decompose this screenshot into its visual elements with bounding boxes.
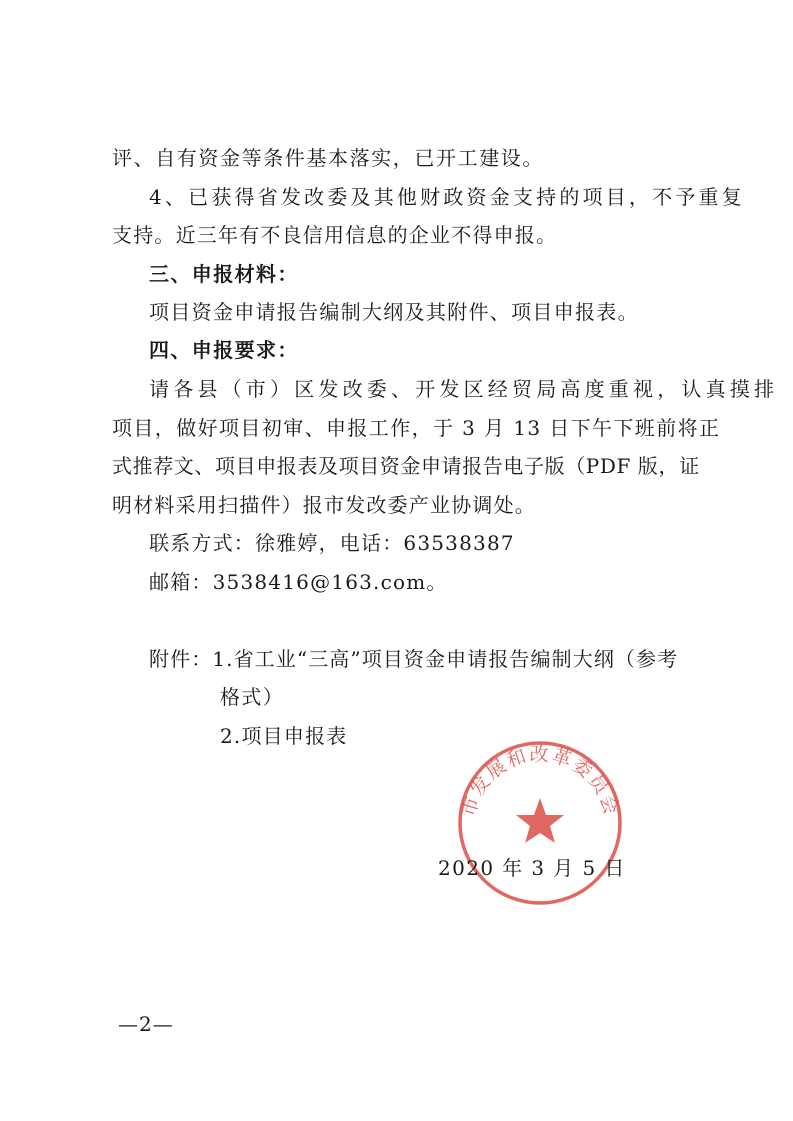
body-line-8: 项目，做好项目初审、申报工作，于 3 月 13 日下午下班前将正	[112, 416, 721, 440]
body-line-3: 支持。近三年有不良信用信息的企业不得申报。	[112, 223, 558, 247]
body-line-10: 明材料采用扫描件）报市发改委产业协调处。	[112, 493, 536, 517]
document-date: 2020 年 3 月 5 日	[438, 856, 626, 880]
attachment-line-1: 附件：1.省工业“三高”项目资金申请报告编制大纲（参考	[149, 647, 679, 671]
section-heading-requirements: 四、申报要求：	[149, 338, 299, 362]
official-seal	[455, 738, 625, 908]
body-line-7: 请各县（市）区发改委、开发区经贸局高度重视，认真摸排	[149, 377, 779, 401]
body-line-9: 式推荐文、项目申报表及项目资金申请报告电子版（PDF 版，证	[112, 454, 700, 478]
attachment-line-2: 2.项目申报表	[220, 724, 348, 748]
body-line-2: 4、已获得省发改委及其他财政资金支持的项目，不予重复	[149, 185, 745, 209]
body-line-5: 项目资金申请报告编制大纲及其附件、项目申报表。	[149, 300, 639, 324]
section-heading-materials: 三、申报材料：	[149, 262, 299, 286]
seal-star-icon	[516, 798, 564, 843]
seal-text: 市发展和改革委员会	[457, 743, 623, 820]
contact-person: 联系方式：徐雅婷，电话：63538387	[149, 531, 515, 555]
body-line-1: 评、自有资金等条件基本落实，已开工建设。	[112, 146, 544, 170]
page-number: —2—	[118, 1012, 174, 1036]
attachment-line-1-cont: 格式）	[220, 685, 285, 709]
contact-email: 邮箱：3538416@163.com。	[149, 570, 448, 594]
